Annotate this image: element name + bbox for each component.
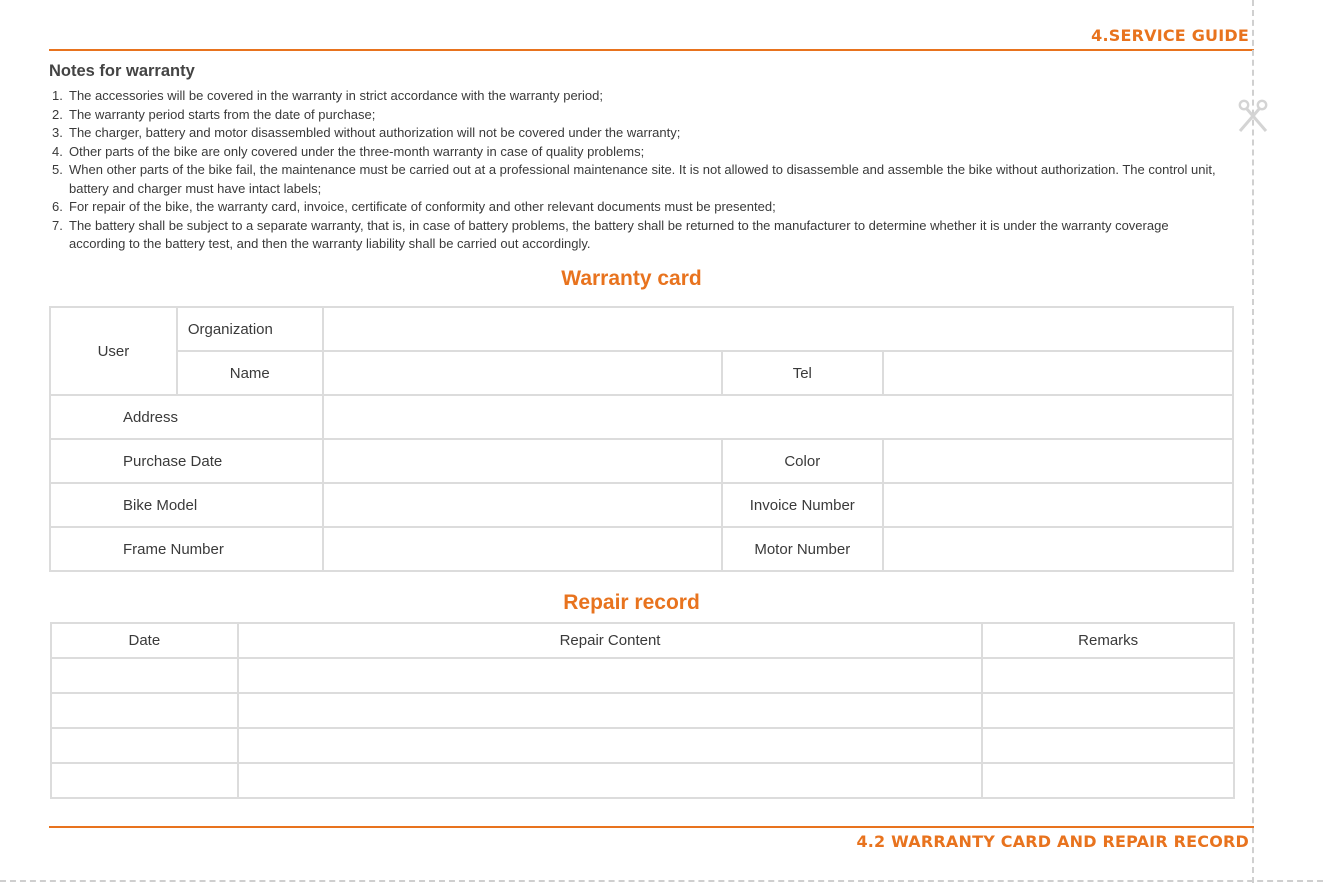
note-text: When other parts of the bike fail, the maintenance must be carried out at a professional maintenance site. It is not allowed to disassemble and assemble the bike without authorization. The control unit, battery and charger must have intact labels; <box>69 162 1216 196</box>
note-number: 1. <box>52 88 63 103</box>
warranty-card-title: Warranty card <box>561 267 702 290</box>
frame-number-label: Frame Number <box>50 527 323 571</box>
remarks-cell[interactable] <box>982 763 1234 798</box>
purchase-date-label: Purchase Date <box>50 439 323 483</box>
name-field[interactable] <box>323 351 722 395</box>
note-text: The accessories will be covered in the warranty in strict accordance with the warranty period; <box>69 88 603 103</box>
frame-number-field[interactable] <box>323 527 722 571</box>
repair-record-table <box>50 622 1235 799</box>
repair-content-header: Repair Content <box>238 623 983 658</box>
note-item <box>52 198 1222 217</box>
note-item <box>52 143 1222 162</box>
section-header: 4.SERVICE GUIDE <box>1091 26 1249 45</box>
table-row <box>51 728 1234 763</box>
repair-content-cell[interactable] <box>238 658 983 693</box>
notes-title: Notes for warranty <box>49 62 195 80</box>
bike-model-field[interactable] <box>323 483 722 527</box>
motor-number-label: Motor Number <box>722 527 883 571</box>
repair-content-cell[interactable] <box>238 728 983 763</box>
table-row <box>51 693 1234 728</box>
repair-record-title: Repair record <box>563 591 700 614</box>
date-cell[interactable] <box>51 693 238 728</box>
tel-label: Tel <box>722 351 883 395</box>
note-number: 7. <box>52 217 63 233</box>
table-row <box>51 658 1234 693</box>
remarks-cell[interactable] <box>982 693 1234 728</box>
date-cell[interactable] <box>51 658 238 693</box>
date-cell[interactable] <box>51 763 238 798</box>
section-footer: 4.2 WARRANTY CARD AND REPAIR RECORD <box>856 832 1249 851</box>
organization-label: Organization <box>177 307 323 351</box>
note-number: 4. <box>52 143 63 159</box>
note-item <box>52 124 1222 143</box>
header-rule <box>49 49 1254 51</box>
remarks-cell[interactable] <box>982 728 1234 763</box>
color-label: Color <box>722 439 883 483</box>
table-row <box>51 763 1234 798</box>
remarks-header: Remarks <box>982 623 1234 658</box>
warranty-card-table <box>49 306 1234 572</box>
note-number: 5. <box>52 162 63 177</box>
organization-field[interactable] <box>323 307 1233 351</box>
motor-number-field[interactable] <box>883 527 1233 571</box>
note-item <box>52 87 1222 106</box>
note-item <box>52 161 1222 198</box>
repair-content-cell[interactable] <box>238 693 983 728</box>
user-label: User <box>50 307 177 395</box>
name-label: Name <box>177 351 323 395</box>
note-text: The charger, battery and motor disassembled without authorization will not be covered under the warranty; <box>69 125 681 140</box>
note-text: The battery shall be subject to a separate warranty, that is, in case of battery problems, the battery shall be returned to the manufacturer to determine whether it is under the warranty coverage according to the battery test, and then the warranty liability shall be carried out accordingly. <box>69 217 1169 251</box>
date-cell[interactable] <box>51 728 238 763</box>
note-item <box>52 106 1222 125</box>
note-number: 3. <box>52 125 63 140</box>
note-number: 6. <box>52 199 63 214</box>
address-label: Address <box>50 395 323 439</box>
table-header-row <box>51 623 1234 658</box>
remarks-cell[interactable] <box>982 658 1234 693</box>
note-number: 2. <box>52 106 63 122</box>
bottom-cut-line <box>0 880 1323 882</box>
note-text: For repair of the bike, the warranty card, invoice, certificate of conformity and other relevant documents must be presented; <box>69 199 776 214</box>
purchase-date-field[interactable] <box>323 439 722 483</box>
invoice-number-field[interactable] <box>883 483 1233 527</box>
bike-model-label: Bike Model <box>50 483 323 527</box>
color-field[interactable] <box>883 439 1233 483</box>
note-item <box>52 217 1222 254</box>
date-header: Date <box>51 623 238 658</box>
notes-list <box>52 87 1222 254</box>
repair-content-cell[interactable] <box>238 763 983 798</box>
invoice-number-label: Invoice Number <box>722 483 883 527</box>
note-text: Other parts of the bike are only covered under the three-month warranty in case of quality problems; <box>69 143 645 159</box>
scissors-icon <box>1237 99 1269 133</box>
footer-rule <box>49 826 1254 828</box>
address-field[interactable] <box>323 395 1233 439</box>
tel-field[interactable] <box>883 351 1233 395</box>
note-text: The warranty period starts from the date of purchase; <box>69 106 376 122</box>
